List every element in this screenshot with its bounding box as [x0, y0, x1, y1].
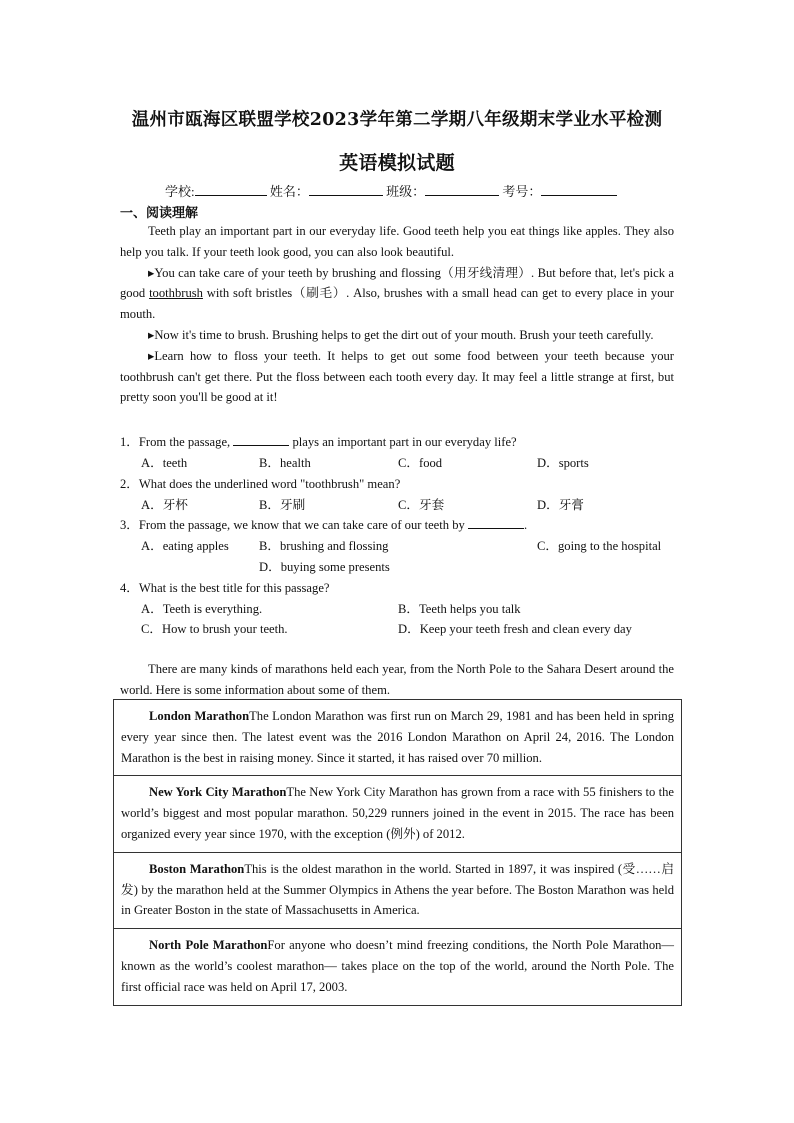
passage-teeth: [120, 221, 674, 408]
name-label: 姓名：: [269, 184, 309, 199]
question-2: 2．What does the underlined word "toothbrush" mean?: [120, 477, 401, 491]
passage-paragraph: ▸Now it's time to brush. Brushing helps to get the dirt out of your mouth. Brush your teeth carefully.: [148, 327, 654, 342]
table-row: [114, 776, 682, 852]
exam-subtitle: 英语模拟试题: [339, 152, 455, 174]
option-d[interactable]: D．牙膏: [537, 498, 584, 512]
option-a[interactable]: A．Teeth is everything.: [141, 602, 263, 616]
answer-blank[interactable]: [468, 516, 524, 529]
question-1: [120, 431, 517, 450]
answer-blank[interactable]: [233, 433, 289, 446]
question-3: [120, 514, 527, 533]
table-cell: [114, 929, 682, 1005]
exam-title: 温州市瓯海区联盟学校2023学年第二学期八年级期末学业水平检测: [131, 110, 663, 130]
class-blank[interactable]: [425, 183, 499, 196]
option-a[interactable]: A．eating apples: [141, 539, 229, 553]
option-b[interactable]: B．health: [259, 456, 311, 470]
option-c[interactable]: C．牙套: [398, 498, 445, 512]
section-heading: 一、阅读理解: [120, 206, 199, 221]
paragraph-text: with soft bristles（刷毛）. Also, brushes with a small head can get to every place in your mouth.: [120, 286, 674, 322]
school-label: 学校:: [165, 184, 195, 199]
option-d[interactable]: D．sports: [537, 456, 589, 470]
paragraph-text: ▸You can take care of your teeth by brushing and flossing（用牙线清理）. But before that, let's pick a good: [120, 265, 674, 301]
marathon-text: This is the oldest marathon in the world. Started in 1897, it was inspired (受……启发) by the marathon held at the Summer Olympics in Athens the year before. The Boston Marathon was held in Greater Boston in the state of Massachusetts in America.: [121, 861, 674, 918]
table-cell: [114, 700, 682, 776]
question-4: 4．What is the best title for this passage?: [120, 581, 330, 595]
option-c[interactable]: C．How to brush your teeth.: [141, 622, 288, 636]
option-b[interactable]: B．牙刷: [259, 498, 306, 512]
marathon-name: London Marathon: [149, 709, 250, 723]
exam-number-blank[interactable]: [541, 183, 617, 196]
option-c[interactable]: C．food: [398, 456, 443, 470]
marathon-text: The London Marathon was first run on March 29, 1981 and has been held in spring every year since then. The latest event was the 2016 London Marathon on April 24, 2016. The London Marathon is the best in raising money. Since it started, it has raised over 70 million.: [121, 709, 674, 765]
school-blank[interactable]: [195, 183, 267, 196]
option-a[interactable]: A．teeth: [141, 456, 188, 470]
class-label: 班级：: [386, 184, 426, 199]
option-d[interactable]: D．buying some presents: [259, 560, 390, 574]
marathon-name: North Pole Marathon: [149, 938, 268, 953]
underlined-word: toothbrush: [149, 286, 203, 301]
question-text: plays an important part in our everyday life?: [289, 435, 517, 449]
marathon-name: New York City Marathon: [149, 785, 287, 800]
table-row: [114, 700, 682, 776]
question-text: 3．From the passage, we know that we can take care of our teeth by: [120, 518, 468, 532]
table-cell: [114, 776, 682, 852]
table-row: [114, 852, 682, 928]
passage-paragraph: Teeth play an important part in our everyday life. Good teeth help you eat things like apples. They also help you talk. If your teeth look good, you can also look beautiful.: [120, 224, 674, 259]
option-b[interactable]: B．Teeth helps you talk: [398, 602, 521, 616]
question-text: .: [523, 518, 528, 532]
marathon-text: For anyone who doesn’t mind freezing conditions, the North Pole Marathon—known as the world’s coolest marathon— takes place on the top of the world, around the North Pole. The first official race was held on April 17, 2003.: [121, 938, 675, 994]
table-cell: [114, 852, 682, 928]
option-c[interactable]: C．going to the hospital: [537, 539, 662, 553]
passage-paragraph: There are many kinds of marathons held each year, from the North Pole to the Sahara Desert around the world. Here is some information about some of them.: [120, 662, 674, 697]
option-b[interactable]: B．brushing and flossing: [259, 539, 389, 553]
marathon-name: Boston Marathon: [149, 861, 245, 876]
passage-marathons-intro: [120, 659, 674, 701]
name-blank[interactable]: [309, 183, 383, 196]
exam-number-label: 考号：: [502, 184, 542, 199]
passage-paragraph: ▸Learn how to floss your teeth. It helps to get out some food between your teeth because your toothbrush can't get there. Put the floss between each tooth every day. It may feel a little strange at first, but pretty soon you'll be good at it!: [120, 348, 674, 405]
question-text: 1．From the passage,: [120, 435, 234, 449]
table-row: [114, 929, 682, 1005]
marathon-text: The New York City Marathon has grown from a race with 55 finishers to the world’s biggest and most popular marathon. 50,229 runners joined in the event in 2015. The race has been organized every year since 1970, with the exception (例外) of 2012.: [121, 785, 675, 841]
option-d[interactable]: D．Keep your teeth fresh and clean every day: [398, 622, 632, 636]
passage-paragraph: [120, 263, 674, 325]
marathon-info-table: [113, 699, 682, 1006]
student-info-line: [165, 181, 617, 200]
option-a[interactable]: A．牙杯: [141, 498, 188, 512]
